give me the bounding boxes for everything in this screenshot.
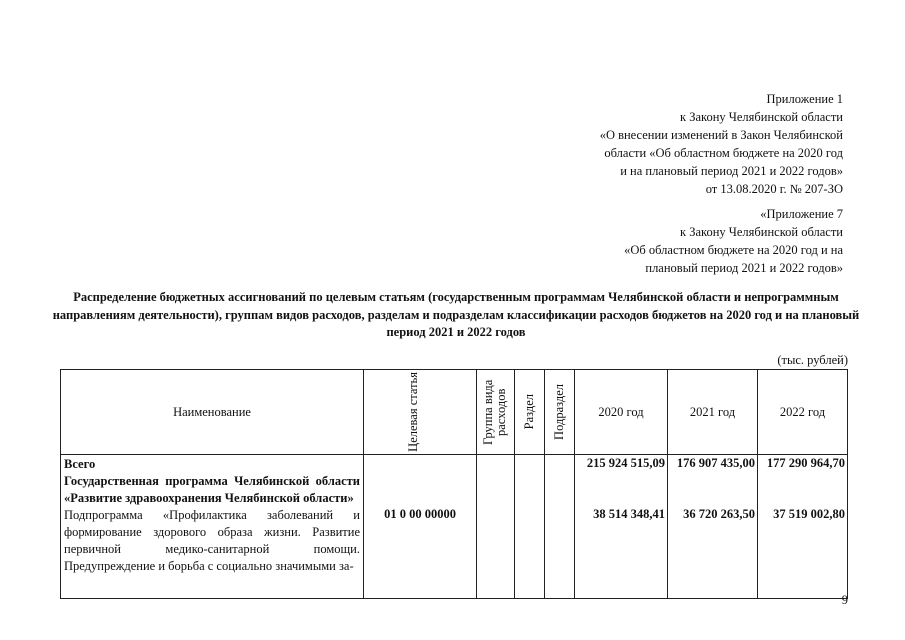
appendix-line: «Приложение 7 [760, 207, 843, 221]
appendix-line: области «Об областном бюджете на 2020 год [604, 146, 843, 160]
page-number: 9 [841, 593, 848, 607]
appendix-7-reference [624, 205, 843, 277]
header-2022: 2022 год [758, 370, 848, 455]
y2020-cell [575, 455, 668, 599]
row-program-2020: 38 514 348,41 [593, 507, 665, 521]
row-program-2021: 36 720 263,50 [683, 507, 755, 521]
row-total-2022: 177 290 964,70 [766, 456, 845, 470]
header-2021: 2021 год [668, 370, 758, 455]
y2021-cell [668, 455, 758, 599]
appendix-line: плановый период 2021 и 2022 годов» [645, 261, 843, 275]
row-program-2022: 37 519 002,80 [773, 507, 845, 521]
appendix-line: к Закону Челябинской области [680, 110, 843, 124]
header-group [477, 370, 515, 455]
row-total-name: Всего [64, 457, 96, 471]
appendix-line: Приложение 1 [766, 92, 843, 106]
appendix-line: «Об областном бюджете на 2020 год и на [624, 243, 843, 257]
target-cell [364, 455, 477, 599]
row-program-name: Государственная программа Челябинской области «Развитие здравоохранения Челябинской области» [64, 474, 360, 505]
row-subprogram-name: Подпрограмма «Профилактика заболеваний и формирование здорового образа жизни. Развитие первичной медико-санитарной помощи. Предупреждение и борьба с социально значимыми за- [64, 508, 360, 573]
appendix-line: к Закону Челябинской области [680, 225, 843, 239]
header-section [515, 370, 545, 455]
header-2020: 2020 год [575, 370, 668, 455]
header-target [364, 370, 477, 455]
row-total-2021: 176 907 435,00 [676, 456, 755, 470]
group-cell [477, 455, 515, 599]
budget-table [60, 369, 848, 599]
row-program-target: 01 0 00 00000 [384, 507, 456, 521]
header-name: Наименование [61, 370, 364, 455]
document-title: Распределение бюджетных ассигнований по целевым статьям (государственным программам Челябинской области и непрограммным направлениям деятельности), группам видов расходов, разделам и подразделам классификации расходов бюджетов на 2020 год и на плановый период 2021 и 2022 годов [52, 290, 860, 339]
header-subsection [545, 370, 575, 455]
row-total-2020: 215 924 515,09 [586, 456, 665, 470]
name-cell [61, 455, 364, 599]
appendix-line: и на плановый период 2021 и 2022 годов» [620, 164, 843, 178]
appendix-line: от 13.08.2020 г. № 207-ЗО [705, 182, 843, 196]
header-target-label: Целевая статья [406, 372, 420, 452]
table-row [61, 455, 848, 599]
subsection-cell [545, 455, 575, 599]
unit-label: (тыс. рублей) [777, 353, 848, 367]
appendix-1-reference [600, 90, 843, 198]
section-cell [515, 455, 545, 599]
appendix-line: «О внесении изменений в Закон Челябинской [599, 128, 843, 142]
header-group-label: Группа вида расходов [480, 379, 508, 445]
header-section-label: Раздел [522, 394, 536, 430]
y2022-cell [758, 455, 848, 599]
table-header-row [61, 370, 848, 455]
header-subsection-label: Подраздел [552, 384, 566, 440]
